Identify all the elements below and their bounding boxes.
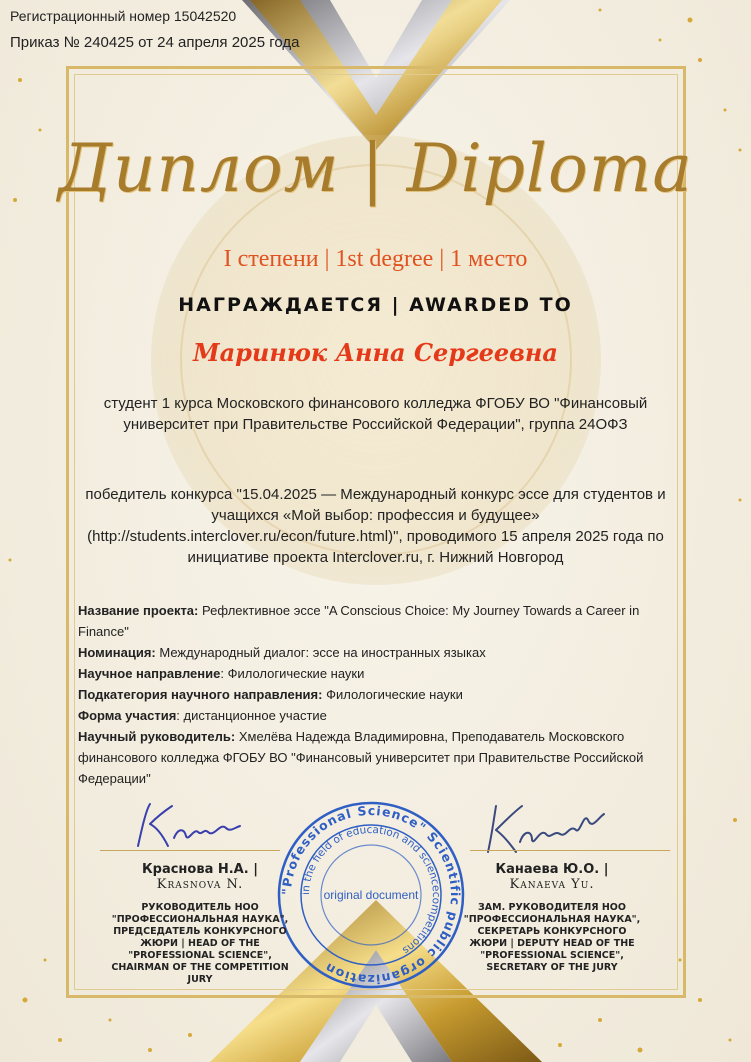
registration-number: Регистрационный номер 15042520 — [10, 8, 237, 24]
signature-krasnova — [128, 798, 248, 852]
diploma-title: Диплом | Diploma — [58, 130, 693, 207]
detail-label: Форма участия — [78, 708, 177, 723]
stamp-outer-text: "Professional Science" Scientific public organization — [278, 802, 464, 988]
detail-row — [78, 663, 668, 684]
signature-line-right — [470, 850, 670, 851]
order-number: Приказ № 240425 от 24 апреля 2025 года — [10, 34, 300, 51]
detail-value: Хмелёва Надежда Владимировна, Преподаватель Московского финансового колледжа ФГОБУ ВО "Финансовый университет при Правительстве Российской Федерации" — [78, 729, 644, 786]
detail-value: Филологические науки — [322, 687, 463, 702]
detail-row — [78, 600, 668, 642]
signature-line-left — [100, 850, 280, 851]
detail-value: : дистанционное участие — [176, 708, 327, 723]
signer-left — [110, 862, 290, 986]
detail-row — [78, 705, 668, 726]
detail-label: Номинация: — [78, 645, 156, 660]
signer-left-name-latin: Krasnova N. — [156, 877, 244, 892]
signer-right-name: Канаева Ю.О. | — [495, 862, 609, 877]
detail-label: Научный руководитель: — [78, 729, 236, 744]
signer-left-role: РУКОВОДИТЕЛЬ НОО "ПРОФЕССИОНАЛЬНАЯ НАУКА", ПРЕДСЕДАТЕЛЬ КОНКУРСНОГО ЖЮРИ | HEAD OF THE "PROFESSIONAL SCIENCE", CHAIRMAN OF THE COMPETITION JURY — [111, 902, 289, 985]
winner-info: победитель конкурса "15.04.2025 — Международный конкурс эссе для студентов и учащихся «Мой выбор: профессия и будущее» (http://students.interclover.ru/econ/future.html)", проводимого 15 апреля 2025 года по инициативе проекта Interclover.ru, г. Нижний Новгород — [85, 486, 666, 566]
detail-row — [78, 684, 668, 705]
detail-label: Научное направление — [78, 666, 221, 681]
detail-row — [78, 642, 668, 663]
detail-label: Название проекта: — [78, 603, 199, 618]
official-stamp — [276, 800, 466, 990]
recipient-name: Маринюк Анна Сергеевна — [193, 338, 558, 367]
detail-row — [78, 726, 668, 789]
detail-value: Международный диалог: эссе на иностранных языках — [155, 645, 486, 660]
project-details — [78, 600, 668, 789]
degree-label: I степени | 1st degree | 1 место — [223, 246, 528, 272]
stamp-inner-text: in the field of education and sciencecompetitions — [299, 823, 443, 957]
detail-value: : Филологические науки — [220, 666, 365, 681]
signer-right — [462, 862, 642, 974]
awarded-to-label: НАГРАЖДАЕТСЯ | AWARDED TO — [178, 294, 573, 316]
detail-value: Рефлективное эссе "A Conscious Choice: My Journey Towards a Career in Finance" — [78, 603, 640, 639]
signature-kanaeva — [480, 800, 610, 860]
signer-left-name: Краснова Н.А. | — [142, 862, 258, 877]
signer-right-role: ЗАМ. РУКОВОДИТЕЛЯ НОО "ПРОФЕССИОНАЛЬНАЯ НАУКА", СЕКРЕТАРЬ КОНКУРСНОГО ЖЮРИ | DEPUTY HEAD OF THE "PROFESSIONAL SCIENCE", SECRETARY OF THE JURY — [463, 902, 641, 973]
detail-label: Подкатегория научного направления: — [78, 687, 323, 702]
stamp-center-text: original document — [323, 888, 419, 902]
student-info: студент 1 курса Московского финансового колледжа ФГОБУ ВО "Финансовый университет при Правительстве Российской Федерации", группа 24ОФЗ — [103, 395, 648, 433]
signer-right-name-latin: Kanaeva Yu. — [509, 877, 595, 892]
